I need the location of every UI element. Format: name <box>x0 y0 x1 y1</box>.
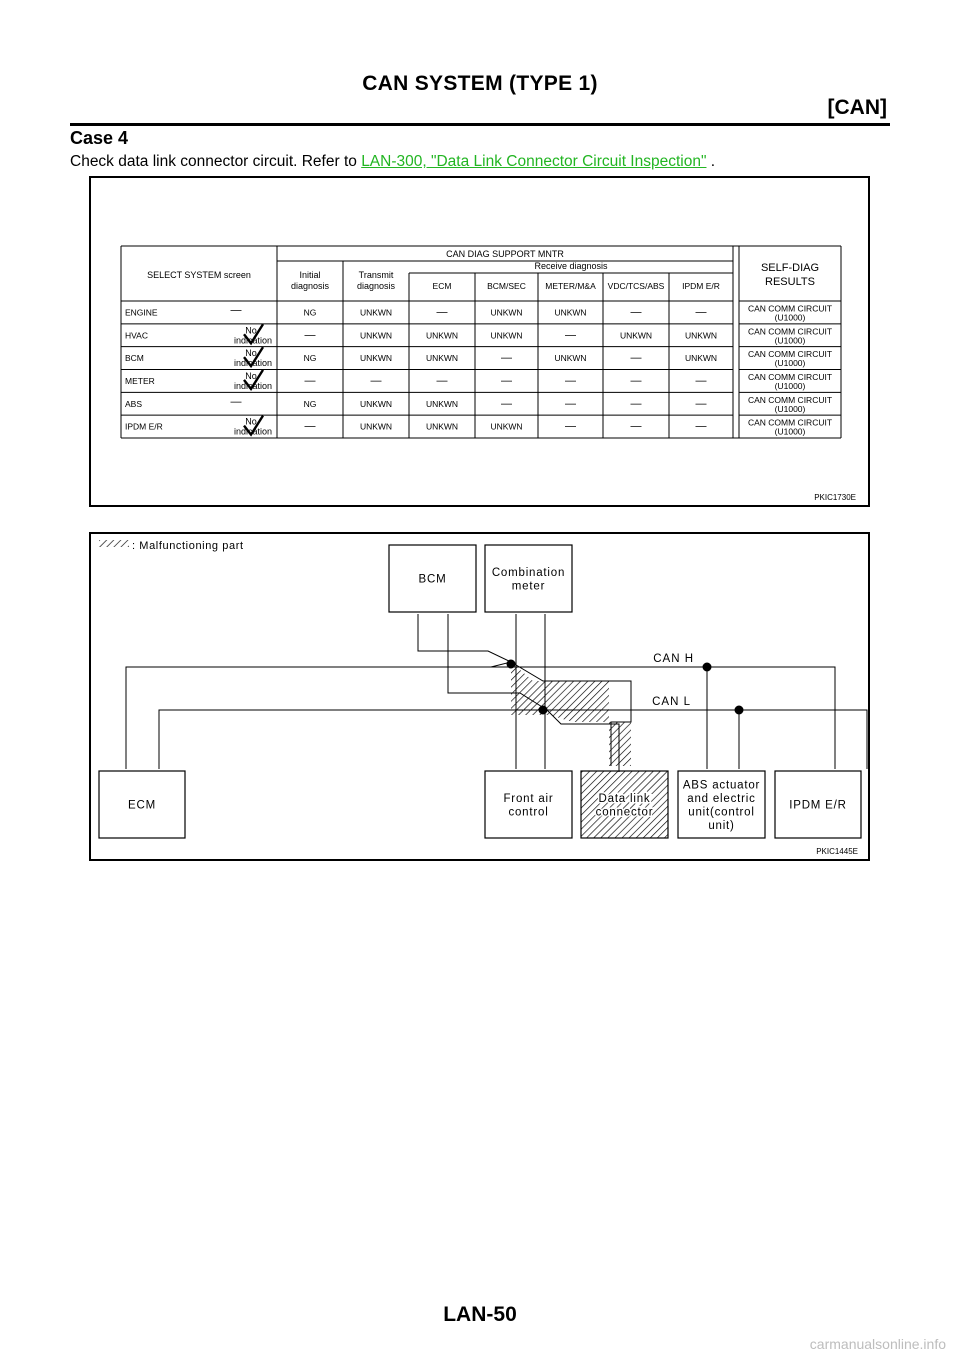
ipdm-er-unit-label: IPDM E/R <box>789 799 847 812</box>
header-transmit-diagnosis: diagnosis <box>356 281 396 291</box>
receive-diagnosis-value: — <box>630 420 642 433</box>
row-system-name: IPDM E/R <box>125 421 163 432</box>
self-diag-result: (U1000) <box>774 335 806 346</box>
abs-actuator-unit-label: unit) <box>708 819 735 832</box>
initial-diagnosis-value: No <box>245 348 257 359</box>
receive-diagnosis-value: UNKWN <box>490 307 523 318</box>
receive-diagnosis-value: — <box>695 306 707 319</box>
transmit-diagnosis-value: — <box>304 374 316 387</box>
can-circuit-diagram <box>91 534 868 859</box>
initial-diagnosis-value: No <box>245 325 257 336</box>
self-diag-result: CAN COMM CIRCUIT <box>747 417 833 428</box>
header-initial-diagnosis: diagnosis <box>290 281 330 291</box>
receive-diagnosis-value: — <box>630 374 642 387</box>
receive-diagnosis-value: UNKWN <box>425 421 459 432</box>
abs-actuator-unit-label: unit(control <box>688 806 755 819</box>
header-receive-column: BCM/SEC <box>487 281 526 291</box>
abs-actuator-unit-label: and electric <box>687 792 756 805</box>
receive-diagnosis-value: UNKWN <box>425 330 459 341</box>
receive-diagnosis-value: — <box>695 397 707 410</box>
self-diag-result: CAN COMM CIRCUIT <box>747 326 833 337</box>
self-diag-result: (U1000) <box>774 358 806 369</box>
receive-diagnosis-value: UNKWN <box>359 421 393 432</box>
transmit-diagnosis-value: NG <box>303 398 317 409</box>
header-receive-diagnosis: Receive diagnosis <box>534 261 608 271</box>
self-diag-result: (U1000) <box>774 426 806 437</box>
header-rule <box>70 123 890 126</box>
instruction-prefix: Check data link connector circuit. Refer to <box>70 153 362 170</box>
initial-diagnosis-value: indication <box>233 358 273 369</box>
header-can-diag-support: CAN DIAG SUPPORT MNTR <box>446 249 564 259</box>
figure-id-label: PKIC1730E <box>814 493 856 502</box>
can-diag-table <box>91 178 868 505</box>
receive-diagnosis-value: — <box>630 306 642 319</box>
receive-diagnosis-value: — <box>501 352 512 365</box>
combination-meter-unit-label: meter <box>511 580 546 593</box>
hatch-legend-icon <box>99 540 129 547</box>
page-number: LAN-50 <box>443 1303 517 1326</box>
front-air-control-unit-label: control <box>508 806 549 819</box>
header-select-system: SELECT SYSTEM screen <box>147 270 251 280</box>
reference-link[interactable]: LAN-300, "Data Link Connector Circuit Inspection" <box>361 153 707 170</box>
can-circuit-diagram-figure <box>89 532 870 861</box>
legend-text: : Malfunctioning part <box>132 540 244 552</box>
can-bus-wire <box>418 614 511 662</box>
header-receive-column: IPDM E/R <box>682 281 720 291</box>
receive-diagnosis-value: UNKWN <box>359 307 393 318</box>
transmit-diagnosis-value: — <box>304 420 316 433</box>
receive-diagnosis-value: — <box>695 420 707 433</box>
figure-id-label: PKIC1445E <box>816 847 858 856</box>
bcm-unit-label: BCM <box>418 573 447 586</box>
self-diag-result: (U1000) <box>774 380 806 391</box>
header-receive-column: ECM <box>432 281 452 291</box>
row-system-name: HVAC <box>125 330 148 341</box>
receive-diagnosis-value: UNKWN <box>359 398 393 409</box>
receive-diagnosis-value: — <box>565 374 576 387</box>
row-system-name: ENGINE <box>125 307 158 318</box>
header-receive-column: METER/M&A <box>545 281 596 291</box>
transmit-diagnosis-value: NG <box>303 307 317 318</box>
splice-point <box>735 706 743 714</box>
receive-diagnosis-value: — <box>565 329 576 342</box>
splice-point <box>539 706 547 714</box>
can-h-label: CAN H <box>653 653 694 665</box>
receive-diagnosis-value: UNKWN <box>684 353 718 364</box>
header-receive-column: VDC/TCS/ABS <box>607 281 665 291</box>
row-system-name: ABS <box>125 398 143 409</box>
abs-actuator-unit-label: ABS actuator <box>682 779 761 792</box>
receive-diagnosis-value: UNKWN <box>425 398 459 409</box>
initial-diagnosis-value: indication <box>233 380 273 391</box>
row-system-name: METER <box>125 375 155 386</box>
page-title: CAN SYSTEM (TYPE 1) <box>362 72 598 95</box>
transmit-diagnosis-value: NG <box>303 353 317 364</box>
splice-point <box>703 663 711 671</box>
case-title: Case 4 <box>70 128 129 148</box>
receive-diagnosis-value: UNKWN <box>684 330 718 341</box>
splice-point <box>507 660 515 668</box>
initial-diagnosis-value: indication <box>233 335 273 346</box>
initial-diagnosis-value: No <box>245 416 257 427</box>
header-self-diag-results: RESULTS <box>765 276 815 288</box>
initial-diagnosis-value: No <box>245 370 257 381</box>
can-bus-wire <box>159 710 867 769</box>
receive-diagnosis-value: UNKWN <box>359 330 393 341</box>
self-diag-result: CAN COMM CIRCUIT <box>747 303 833 314</box>
receive-diagnosis-value: — <box>436 374 448 387</box>
receive-diagnosis-value: UNKWN <box>359 353 393 364</box>
front-air-control-unit-label: Front air <box>503 792 554 805</box>
self-diag-result: CAN COMM CIRCUIT <box>747 371 833 382</box>
receive-diagnosis-value: UNKWN <box>425 353 459 364</box>
malfunction-hatch <box>511 662 631 766</box>
transmit-diagnosis-value: — <box>304 329 316 342</box>
self-diag-result: CAN COMM CIRCUIT <box>747 394 833 405</box>
instruction-text <box>70 153 715 171</box>
section-tag: [CAN] <box>827 96 887 119</box>
self-diag-result: (U1000) <box>774 403 806 414</box>
can-bus-wire <box>126 667 835 769</box>
receive-diagnosis-value: — <box>501 374 512 387</box>
can-bus-wire <box>159 710 619 772</box>
header-self-diag-results: SELF-DIAG <box>760 262 820 274</box>
self-diag-result: CAN COMM CIRCUIT <box>747 349 833 360</box>
receive-diagnosis-value: — <box>565 397 576 410</box>
header-transmit-diagnosis: Transmit <box>358 270 394 280</box>
row-system-name: BCM <box>125 353 144 364</box>
can-l-label: CAN L <box>652 696 691 708</box>
header-initial-diagnosis: Initial <box>299 270 321 280</box>
instruction-suffix: . <box>706 153 716 170</box>
initial-diagnosis-value: — <box>230 304 242 317</box>
data-link-connector-label: Data link <box>598 792 651 805</box>
initial-diagnosis-value: indication <box>233 426 273 437</box>
can-diag-monitor-figure <box>89 176 870 507</box>
receive-diagnosis-value: — <box>501 397 512 410</box>
receive-diagnosis-value: UNKWN <box>554 307 587 318</box>
receive-diagnosis-value: — <box>695 374 707 387</box>
combination-meter-unit-label: Combination <box>491 566 566 579</box>
receive-diagnosis-value: — <box>630 397 642 410</box>
ecm-unit-label: ECM <box>128 799 156 812</box>
receive-diagnosis-value: UNKWN <box>619 330 653 341</box>
receive-diagnosis-value: — <box>565 420 576 433</box>
receive-diagnosis-value: UNKWN <box>490 330 523 341</box>
initial-diagnosis-value: — <box>230 395 242 408</box>
receive-diagnosis-value: — <box>436 306 448 319</box>
receive-diagnosis-value: UNKWN <box>490 421 523 432</box>
watermark: carmanualsonline.info <box>809 1336 946 1352</box>
receive-diagnosis-value: — <box>630 352 642 365</box>
receive-diagnosis-value: — <box>370 374 382 387</box>
self-diag-result: (U1000) <box>774 312 806 323</box>
data-link-connector-label: connector <box>595 806 654 819</box>
receive-diagnosis-value: UNKWN <box>554 353 587 364</box>
